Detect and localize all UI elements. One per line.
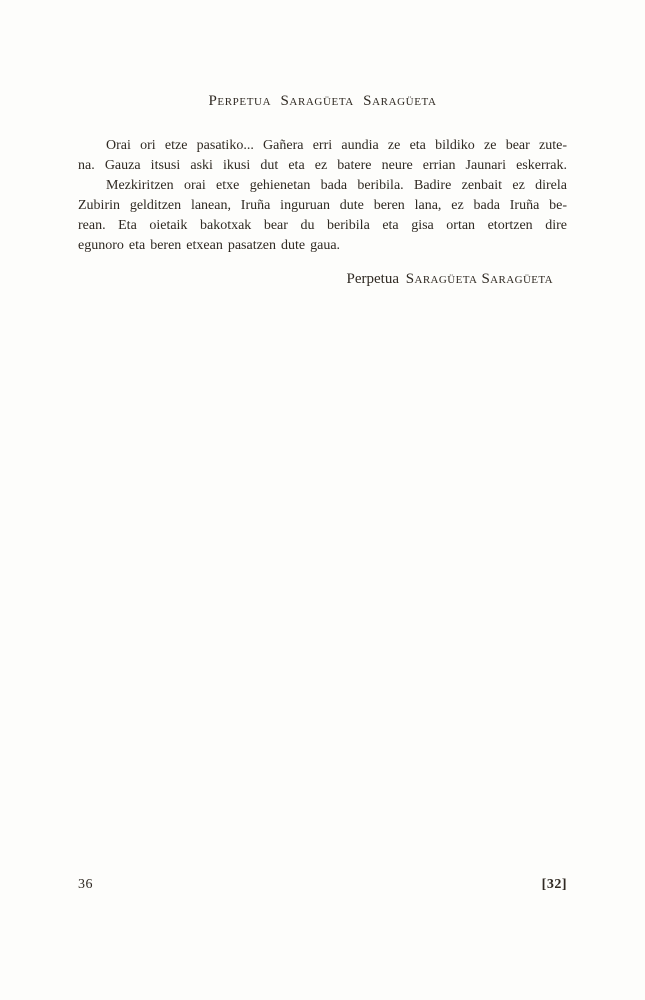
text-line: Zubirin gelditzen lanean, Iruña inguruan dute beren lana, ez bada Iruña be- xyxy=(78,198,567,213)
page-number-right: [32] xyxy=(541,877,567,892)
text-line: egunoro eta beren etxean pasatzen dute gaua. xyxy=(78,238,341,253)
page-footer xyxy=(78,877,567,893)
text-line: na. Gauza itsusi aski ikusi dut eta ez batere neure errian Jaunari eskerrak. xyxy=(78,158,567,173)
text-line: Orai ori etze pasatiko... Gañera erri aundia ze eta bildiko ze bear zute- xyxy=(106,138,567,153)
text-line: Mezkiritzen orai etxe gehienetan bada beribila. Badire zenbait ez direla xyxy=(106,178,567,193)
signature-given-name: Perpetua xyxy=(346,271,399,287)
page-title: Perpetua Saragüeta Saragüeta xyxy=(208,93,437,109)
page-number-left: 36 xyxy=(78,877,93,892)
paragraph xyxy=(78,136,567,176)
body-text xyxy=(78,136,567,256)
author-signature xyxy=(78,271,553,288)
text-line: rean. Eta oietaik bakotxak bear du beribila eta gisa ortan etortzen dire xyxy=(78,218,567,233)
signature-surname: Saragüeta Saragüeta xyxy=(405,271,553,287)
paragraph xyxy=(78,176,567,256)
